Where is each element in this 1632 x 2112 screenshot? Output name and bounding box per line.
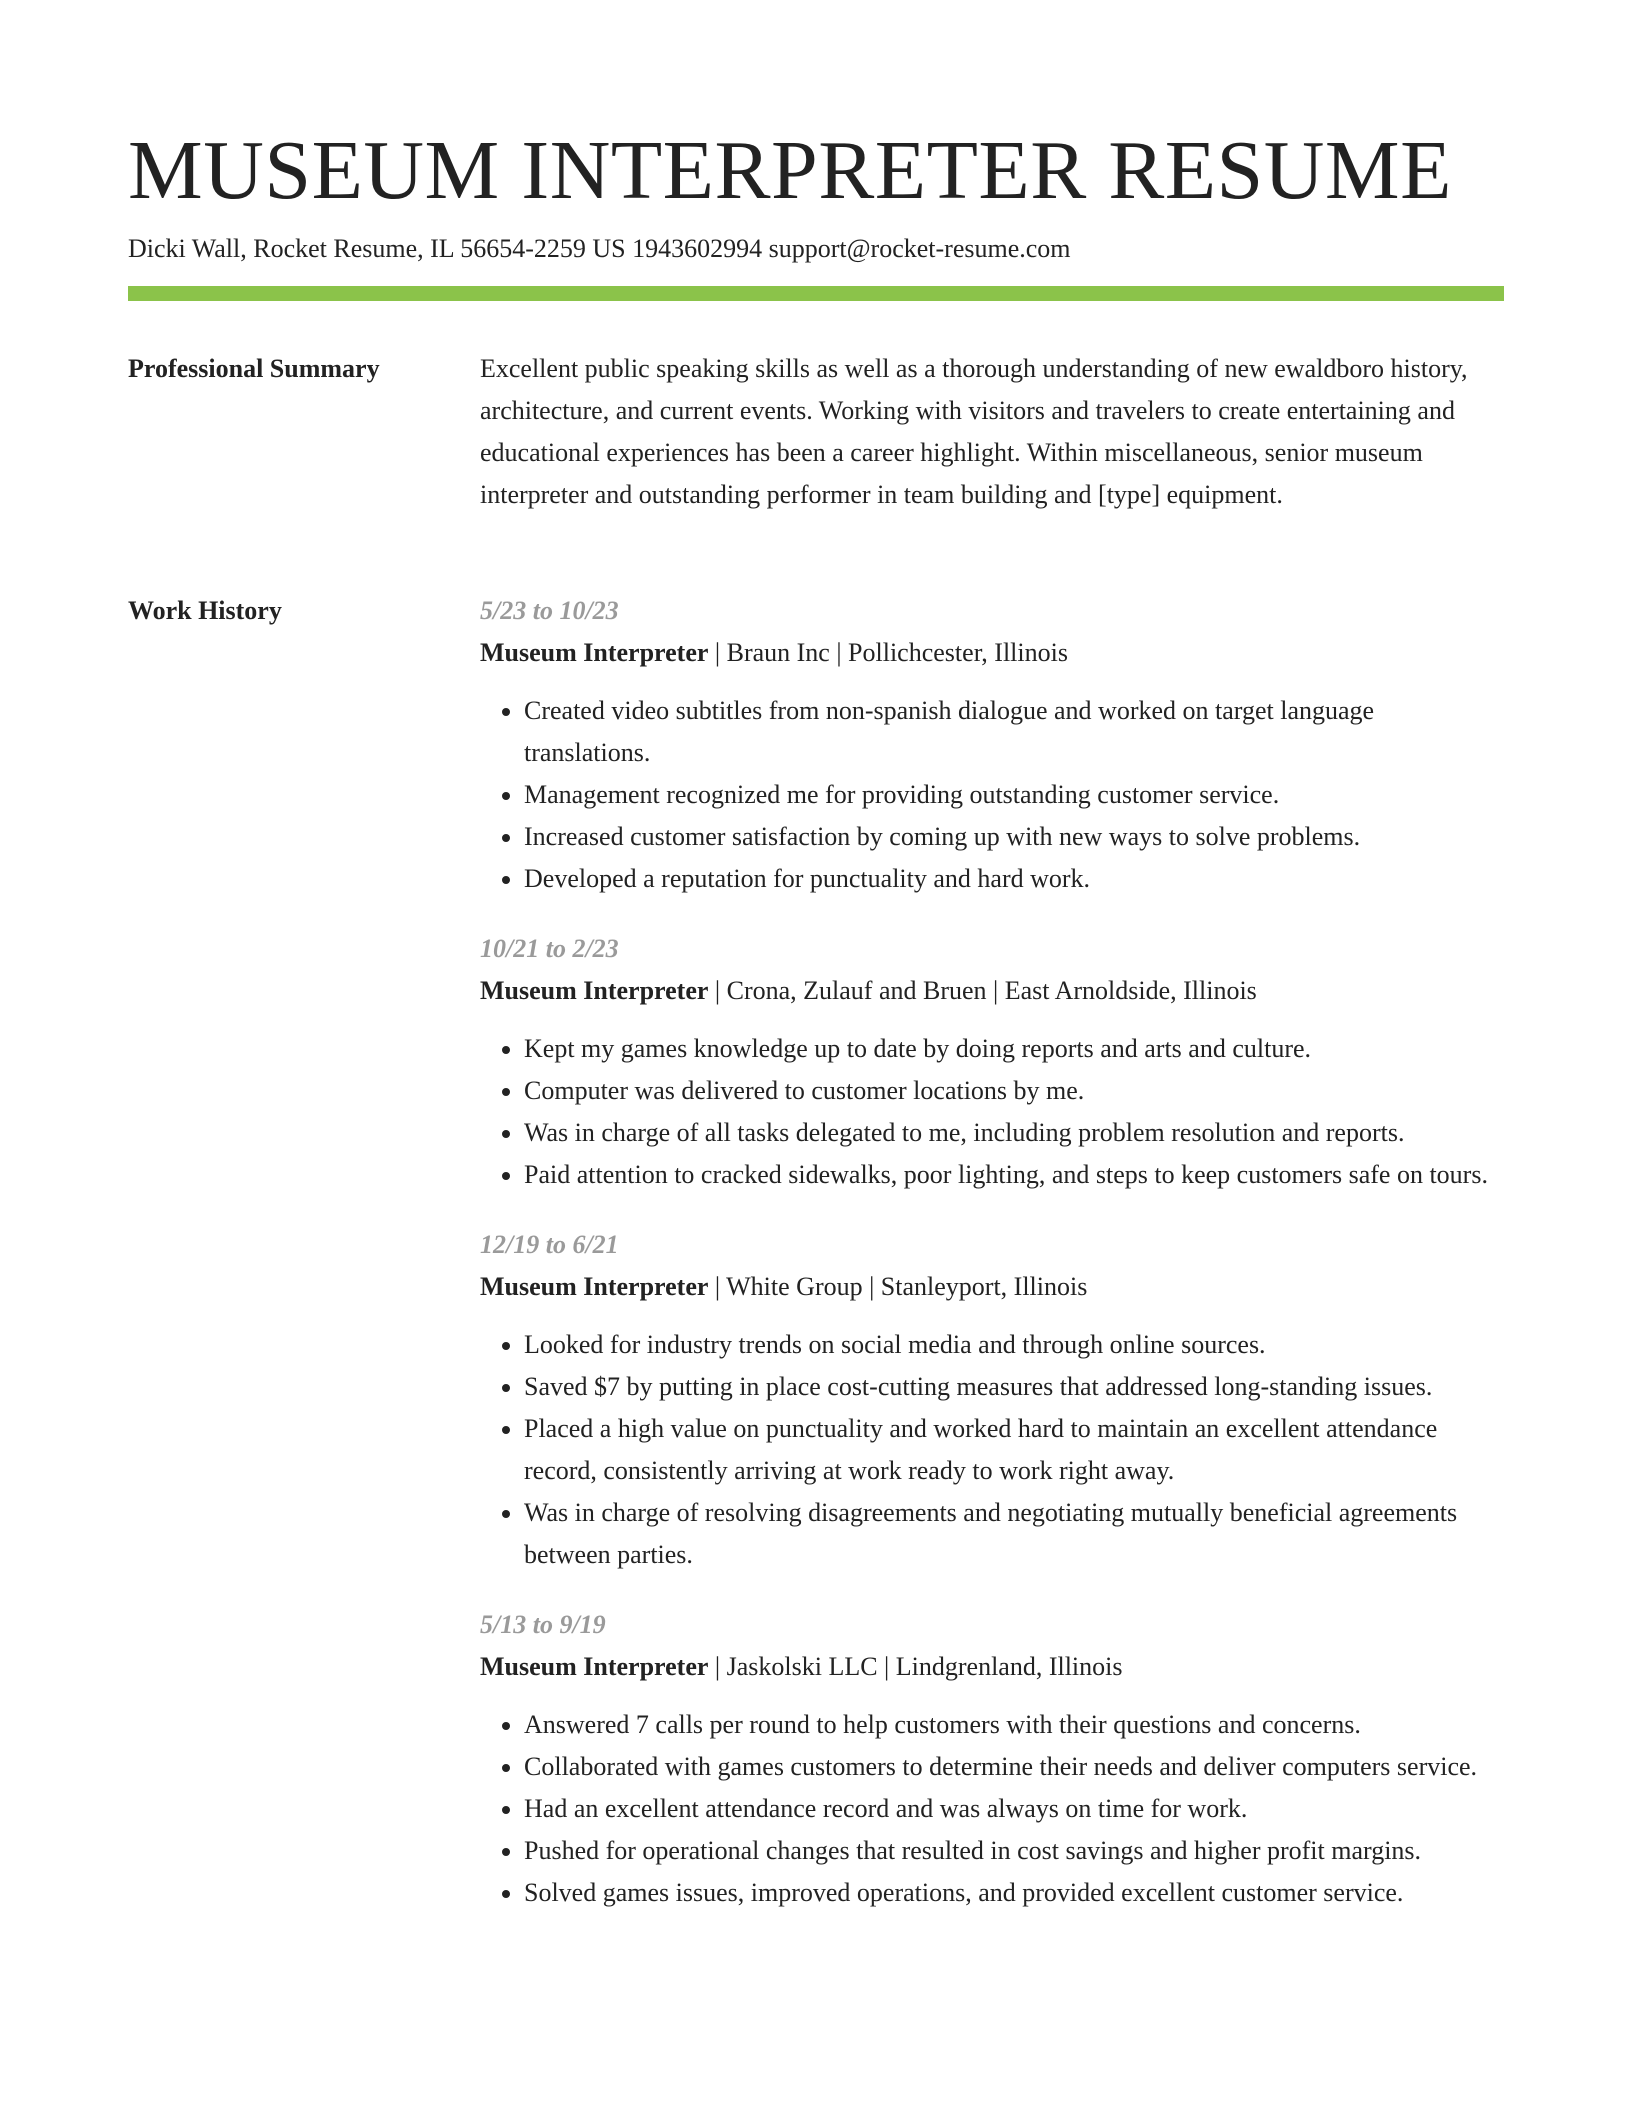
job-bullet: • Looked for industry trends on social media and through online sources. bbox=[524, 1324, 1504, 1366]
job-bullet: • Computer was delivered to customer locations by me. bbox=[524, 1070, 1504, 1112]
job-details: | Crona, Zulauf and Bruen | East Arnoldside, Illinois bbox=[708, 976, 1257, 1005]
job-title: Museum Interpreter bbox=[480, 1272, 709, 1301]
job-bullet: • Kept my games knowledge up to date by doing reports and arts and culture. bbox=[524, 1028, 1504, 1070]
job-bullet-list bbox=[480, 1324, 1504, 1576]
job-heading bbox=[480, 1266, 1504, 1308]
job-title: Museum Interpreter bbox=[480, 1652, 709, 1681]
contact-line: Dicki Wall, Rocket Resume, IL 56654-2259 US 1943602994 support@rocket-resume.com bbox=[128, 234, 1071, 263]
job-bullet: • Developed a reputation for punctuality and hard work. bbox=[524, 858, 1504, 900]
job-bullet: • Answered 7 calls per round to help customers with their questions and concerns. bbox=[524, 1704, 1504, 1746]
job-entry bbox=[480, 928, 1504, 1196]
job-bullet: • Collaborated with games customers to determine their needs and deliver computers service. bbox=[524, 1746, 1504, 1788]
job-bullet-list bbox=[480, 1704, 1504, 1914]
job-dates: 5/23 to 10/23 bbox=[480, 596, 619, 625]
job-bullet: • Paid attention to cracked sidewalks, poor lighting, and steps to keep customers safe on tours. bbox=[524, 1154, 1504, 1196]
job-heading bbox=[480, 970, 1504, 1012]
job-bullet: • Placed a high value on punctuality and worked hard to maintain an excellent attendance record, consistently arriving at work ready to work right away. bbox=[524, 1408, 1504, 1492]
job-bullet: • Saved $7 by putting in place cost-cutting measures that addressed long-standing issues. bbox=[524, 1366, 1504, 1408]
job-bullet: • Was in charge of all tasks delegated to me, including problem resolution and reports. bbox=[524, 1112, 1504, 1154]
job-title: Museum Interpreter bbox=[480, 976, 709, 1005]
job-details: | White Group | Stanleyport, Illinois bbox=[708, 1272, 1088, 1301]
accent-divider bbox=[128, 286, 1504, 301]
summary-body bbox=[480, 348, 1504, 516]
job-bullet: • Created video subtitles from non-spanish dialogue and worked on target language translations. bbox=[524, 690, 1504, 774]
job-bullet: • Had an excellent attendance record and was always on time for work. bbox=[524, 1788, 1504, 1830]
job-heading bbox=[480, 632, 1504, 674]
job-entry bbox=[480, 1604, 1504, 1914]
job-bullet: • Management recognized me for providing outstanding customer service. bbox=[524, 774, 1504, 816]
work-history-body bbox=[480, 590, 1504, 1942]
job-bullet: • Solved games issues, improved operations, and provided excellent customer service. bbox=[524, 1872, 1504, 1914]
job-bullet-list bbox=[480, 1028, 1504, 1196]
job-bullet: • Increased customer satisfaction by coming up with new ways to solve problems. bbox=[524, 816, 1504, 858]
job-dates: 12/19 to 6/21 bbox=[480, 1230, 619, 1259]
job-bullet: • Was in charge of resolving disagreements and negotiating mutually beneficial agreements between parties. bbox=[524, 1492, 1504, 1576]
work-history-label: Work History bbox=[128, 596, 282, 625]
job-dates: 10/21 to 2/23 bbox=[480, 934, 619, 963]
summary-text: Excellent public speaking skills as well as a thorough understanding of new ewaldboro history, architecture, and current events. Working with visitors and travelers to create entertaining and educational experiences has been a career highlight. Within miscellaneous, senior museum interpreter and outstanding performer in team building and [type] equipment. bbox=[480, 354, 1468, 509]
summary-label: Professional Summary bbox=[128, 354, 380, 383]
job-dates: 5/13 to 9/19 bbox=[480, 1610, 606, 1639]
resume-title: MUSEUM INTERPRETER RESUME bbox=[128, 124, 1452, 217]
job-details: | Jaskolski LLC | Lindgrenland, Illinois bbox=[708, 1652, 1123, 1681]
job-entry bbox=[480, 590, 1504, 900]
job-bullet: • Pushed for operational changes that resulted in cost savings and higher profit margins. bbox=[524, 1830, 1504, 1872]
job-heading bbox=[480, 1646, 1504, 1688]
job-title: Museum Interpreter bbox=[480, 638, 709, 667]
job-entry bbox=[480, 1224, 1504, 1576]
job-bullet-list bbox=[480, 690, 1504, 900]
job-details: | Braun Inc | Pollichcester, Illinois bbox=[708, 638, 1068, 667]
